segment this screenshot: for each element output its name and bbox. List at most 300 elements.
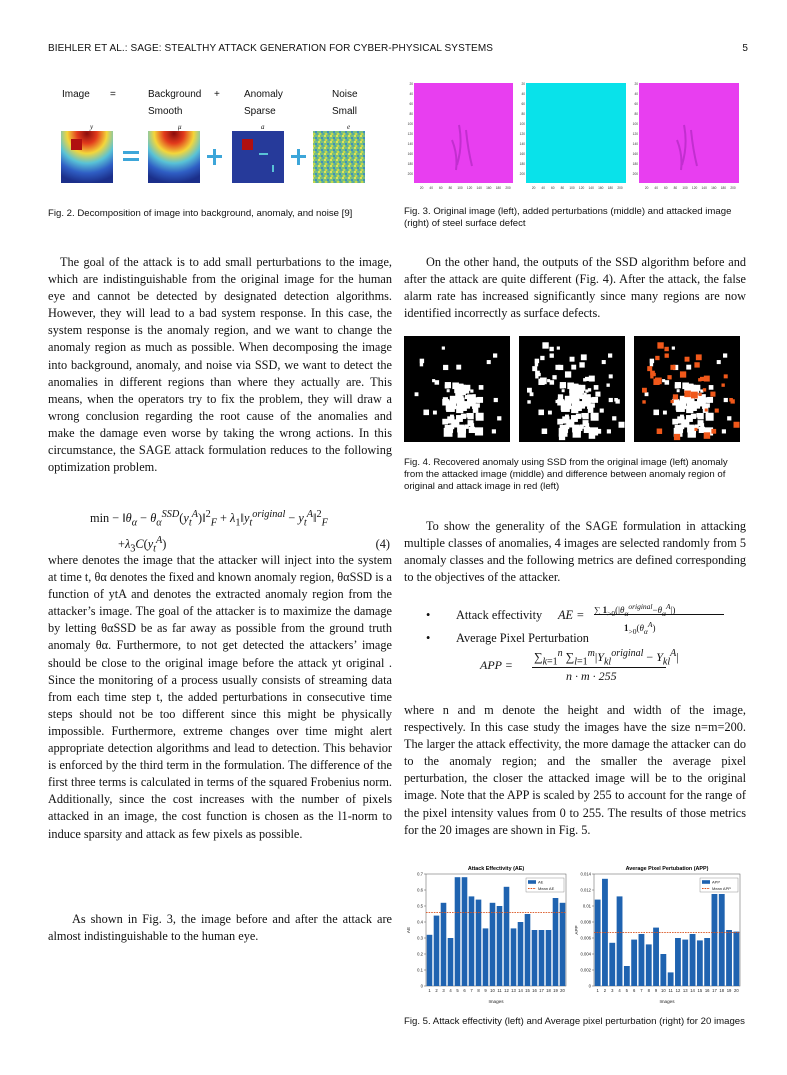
fig3-ytick: 80 xyxy=(634,112,638,116)
x-tick-label: 12 xyxy=(504,988,509,993)
fig3-ytick: 100 xyxy=(632,122,638,126)
bar xyxy=(462,877,468,986)
fig4-blob-attack xyxy=(715,409,719,413)
bar xyxy=(553,898,559,986)
fig4-blob xyxy=(650,363,653,366)
fig4-blob xyxy=(686,365,691,370)
fig4-blob-attack xyxy=(724,374,728,378)
y-tick-label: 0.008 xyxy=(580,919,591,925)
fig3-xtick: 80 xyxy=(673,186,678,190)
fig4-blob-attack xyxy=(581,354,587,360)
fig4-blob xyxy=(607,429,611,433)
bar xyxy=(675,938,681,986)
bullet-dot-1: • xyxy=(426,608,431,622)
fig3-ytick: 160 xyxy=(407,152,413,156)
fig4-blob xyxy=(583,420,589,426)
fig3-xtick: 180 xyxy=(495,186,502,190)
fig3-attacked-image xyxy=(639,83,739,183)
bar xyxy=(609,943,615,986)
fig4-blob xyxy=(572,425,579,432)
legend-swatch-bar xyxy=(702,880,710,884)
fig4-blob xyxy=(602,360,606,364)
fig3-ytick: 140 xyxy=(407,142,413,146)
fig4-blob xyxy=(645,392,649,396)
fig4-blob xyxy=(572,400,578,406)
fig3-ytick: 60 xyxy=(521,102,525,106)
fig3-ytick: 100 xyxy=(407,122,413,126)
left-paragraph-1: The goal of the attack is to add small perturbations to the image, which are indistinguishable from the original image for the human eye and cannot be detected by designated detection algorithms. However, they will lead to a bad system response. In this case, the system response is the anomaly region, and we want to change the anomaly region as much as possible. When decomposing the image into background, anomaly, and noise via SSD, we want to detect the anomalies in different regions than where they actually are. This means, when the operators try to fix the problem, they will draw a wrong conclusion regarding the root cause of the anomalies and make the damage even worse by taking the wrong actions. In this circumstance, the SAGE attack formulation reduces to the following optimization problem. xyxy=(48,255,392,475)
x-tick-label: 13 xyxy=(682,988,688,993)
right-paragraph-3: where n and m denote the height and width of the image, respectively. In this case study the images have the size n=m=200. The larger the attack effectivity, the more damage the attacker can do to the anomaly region; and the smaller the average pixel perturbation, the closer the attacked image will be to the original image. Note that the APP is scaled by 255 to account for the range of the pixel intensity values from 0 to 255. The results of those metrics for the 20 images are shown in Fig. 5. xyxy=(404,703,746,837)
fig4-blob-attack xyxy=(540,356,544,360)
fig3-xtick: 80 xyxy=(560,186,565,190)
x-tick-label: 18 xyxy=(546,988,551,993)
bar xyxy=(646,944,652,986)
x-tick-label: 3 xyxy=(442,988,445,993)
x-tick-label: 7 xyxy=(470,988,473,993)
x-tick-label: 13 xyxy=(511,988,516,993)
bar xyxy=(539,930,545,986)
x-tick-label: 6 xyxy=(463,988,466,993)
fig4-blob-attack xyxy=(655,378,662,385)
fig3-ytick: 160 xyxy=(632,152,638,156)
fig4-blob xyxy=(475,407,478,410)
x-tick-label: 14 xyxy=(518,988,523,993)
bar xyxy=(639,934,645,986)
fig3-xtick: 60 xyxy=(551,186,555,190)
fig4-blob xyxy=(535,363,538,366)
fig2-image-y xyxy=(61,131,113,183)
fig4-blob xyxy=(550,380,555,385)
fig4-blob-attack xyxy=(609,374,613,378)
fig4-blob xyxy=(475,427,483,435)
x-tick-label: 11 xyxy=(668,988,673,993)
fig4-blob-attack xyxy=(710,392,715,397)
fig4-blob xyxy=(724,398,728,402)
fig3-xtick: 140 xyxy=(476,186,482,190)
fig3-xtick: 40 xyxy=(429,186,433,190)
fig3-ytick: 40 xyxy=(409,92,413,96)
fig4-blob xyxy=(571,406,578,413)
fig4-blob xyxy=(456,406,463,413)
fig4-blob xyxy=(676,405,681,410)
fig3-xtick: 20 xyxy=(644,186,649,190)
fig4-blob xyxy=(435,380,440,385)
fig4-blob-attack xyxy=(685,357,690,362)
fig4-blob-attack xyxy=(527,400,530,403)
x-tick-label: 5 xyxy=(625,988,629,993)
left-paragraph-3: As shown in Fig. 3, the image before and after the attack are almost indistinguishable to the human eye. xyxy=(48,912,392,944)
fig3-xtick: 200 xyxy=(617,186,623,190)
fig4-blob-attack xyxy=(555,365,560,370)
ae-fraction-bar xyxy=(594,614,724,615)
fig4-blob-attack xyxy=(671,400,674,403)
fig4-blob xyxy=(460,397,463,400)
x-tick-label: 7 xyxy=(640,988,643,993)
app-symbol: APP = xyxy=(480,658,513,672)
bar xyxy=(455,877,461,986)
x-tick-label: 15 xyxy=(525,988,530,993)
eq4-number: (4) xyxy=(375,537,390,551)
fig2-sub-a: a xyxy=(261,123,265,131)
fig4-blob xyxy=(487,360,491,364)
fig4-blob-attack xyxy=(721,383,724,386)
fig4-blob xyxy=(571,365,576,370)
x-tick-label: 4 xyxy=(618,988,621,993)
x-tick-label: 14 xyxy=(690,988,695,993)
fig4-blob xyxy=(686,406,693,413)
fig2-label-image: Image xyxy=(62,89,90,100)
x-tick-label: 19 xyxy=(553,988,558,993)
fig2-sub-y: y xyxy=(90,123,94,131)
bar xyxy=(733,932,739,986)
x-tick-label: 6 xyxy=(632,988,636,993)
bullet1-label: Attack effectivity xyxy=(456,608,543,622)
bar xyxy=(726,930,732,986)
fig3-xtick: 20 xyxy=(531,186,536,190)
x-tick-label: 18 xyxy=(719,988,725,993)
fig3-xtick: 180 xyxy=(720,186,727,190)
legend-label-series: AE xyxy=(538,879,544,885)
x-tick-label: 20 xyxy=(734,988,739,993)
fig4-blob-attack xyxy=(569,391,576,398)
p2-where: where xyxy=(48,553,79,567)
fig4-blob xyxy=(442,346,445,349)
fig4-blob xyxy=(443,365,448,370)
bar xyxy=(448,938,454,986)
fig3-xtick: 120 xyxy=(691,186,698,190)
fig4-blob-attack xyxy=(556,400,559,403)
fig2-image-background xyxy=(148,131,200,183)
fig2-label-sparse: Sparse xyxy=(244,106,276,117)
fig4-blob-attack xyxy=(642,388,647,393)
fig4-blob xyxy=(450,424,455,429)
x-axis-label: Images xyxy=(488,999,504,1004)
fig4-blob-attack xyxy=(705,408,708,411)
fig3-original-image xyxy=(414,83,513,183)
fig3-xtick: 180 xyxy=(607,186,614,190)
fig4-blob-attack xyxy=(527,388,532,393)
fig4-blob xyxy=(455,390,462,397)
fig4-blob xyxy=(680,424,685,429)
bar xyxy=(441,903,447,986)
y-tick-label: 0.004 xyxy=(580,951,591,957)
y-tick-label: 0.002 xyxy=(580,967,591,973)
bar xyxy=(427,935,433,986)
bar xyxy=(469,896,475,986)
legend-swatch-bar xyxy=(528,880,536,884)
fig3-xtick: 140 xyxy=(588,186,594,190)
fig4-blob-attack xyxy=(532,366,537,371)
bar xyxy=(595,900,601,986)
fig2-label-eq: = xyxy=(110,89,116,100)
fig3-ytick: 80 xyxy=(521,112,525,116)
fig3-xtick: 40 xyxy=(541,186,545,190)
fig4-blob-attack xyxy=(673,394,678,399)
fig4-blob-attack xyxy=(585,377,589,381)
x-tick-label: 2 xyxy=(435,988,438,993)
right-paragraph-2: To show the generality of the SAGE formulation in attacking multiple classes of anomalies, 4 images are selected randomly from 5 anomaly classes and the following metrics are defined corresponding to the objectives of the attacker. xyxy=(404,519,746,585)
fig4-blob xyxy=(672,346,675,349)
fig4-blob-attack xyxy=(540,378,547,385)
fig3-ytick: 60 xyxy=(634,102,638,106)
fig3-xtick: 160 xyxy=(598,186,604,190)
y-axis-label: APP xyxy=(574,925,579,935)
fig4-blob xyxy=(446,405,451,410)
fig4-blob xyxy=(447,389,450,392)
fig4-blob xyxy=(442,419,448,425)
fig4-blob-attack xyxy=(700,377,704,381)
fig2-image-anomaly xyxy=(232,131,284,183)
fig4-blob xyxy=(582,398,591,407)
fig4-blob xyxy=(650,359,654,363)
fig2-label-background: Background xyxy=(148,89,202,100)
fig3-xtick: 140 xyxy=(701,186,707,190)
fig4-blob xyxy=(469,427,475,433)
fig2-label-small: Small xyxy=(332,106,358,117)
fig4-blob-attack xyxy=(595,392,600,397)
fig4-blob xyxy=(476,414,480,418)
fig3-ytick: 140 xyxy=(632,142,638,146)
bar xyxy=(497,906,503,986)
fig4-blob xyxy=(461,414,466,419)
fig3-xtick: 160 xyxy=(486,186,492,190)
fig3-caption: Fig. 3. Original image (left), added perturbations (middle) and attacked image (right) of steel surface defect xyxy=(404,206,732,229)
fig4-blob-attack xyxy=(670,365,675,370)
app-equation xyxy=(404,648,746,688)
fig4-blob-attack xyxy=(684,391,691,398)
y-tick-label: 0.014 xyxy=(580,871,591,877)
fig4-blob-attack xyxy=(694,428,697,431)
fig4-blob xyxy=(653,410,659,416)
fig4-blob-attack xyxy=(589,376,595,382)
p2-body: denotes the image that the attacker will inject into the system at time t, θα denotes the fixed and known anomaly region, θαSSD is a function of ytA and denotes the extracted anomaly region from the attacker’s image. The goal of the attacker is to maximize the damage by letting θαSSD be as far away as possible from the ground truth anomaly θα. Furthermore, to not get detected the attackers’ image should be close to the original image before the attack yt original . Since the monitoring of a process usually consists of streaming data from each time step t, the added perturbations in consecutive time steps should not be too different since this might be physically impossible. Furthermore, extreme changes over time might alert appropriate detection algorithms and lead to detection. This behavior is enforced by the third term in the formulation. The difference of the first three terms is calculated in terms of the squared Frobenius norm. Additionally, since the cost increases with the number of pixels attacked in an image, the cost function is chosen as the l1-norm to induce sparsity and attack as few pixels as possible. xyxy=(48,553,393,841)
fig4-blob xyxy=(687,425,694,432)
fig4-blob xyxy=(592,397,598,403)
x-tick-label: 16 xyxy=(532,988,537,993)
figure-3 xyxy=(404,80,746,192)
fig4-blob xyxy=(672,419,678,425)
bar xyxy=(719,894,725,986)
fig4-blob xyxy=(698,420,704,426)
fig3-xtick: 200 xyxy=(505,186,511,190)
ae-symbol: AE = xyxy=(558,608,585,622)
bar xyxy=(631,940,637,986)
fig3-ytick: 120 xyxy=(407,132,413,136)
y-tick-label: 0.3 xyxy=(417,935,423,941)
fig4-blob-attack xyxy=(565,371,571,377)
fig3-ytick: 180 xyxy=(632,162,638,166)
fig4-blob-attack xyxy=(542,429,547,434)
fig4-blob-attack xyxy=(614,398,618,402)
fig3-ytick: 180 xyxy=(519,162,525,166)
fig4-blob xyxy=(467,398,476,407)
ae-numerator: ∑ $1_{>0}(|\theta_\alpha^{original}-\theta_\alpha^A|)$ xyxy=(594,602,676,618)
fig4-blob-attack xyxy=(550,353,554,357)
fig3-xtick: 100 xyxy=(682,186,688,190)
fig4-blob xyxy=(444,399,450,405)
fig4-blob xyxy=(696,413,701,418)
fig4-blob-attack xyxy=(680,371,686,377)
fig4-blob xyxy=(717,360,721,364)
fig4-blob xyxy=(479,385,484,390)
fig3-xtick: 120 xyxy=(466,186,473,190)
fig4-blob-attack xyxy=(558,394,563,399)
fig4-blob xyxy=(423,410,429,416)
fig4-blob-attack xyxy=(691,392,698,399)
fig2-equals-sign xyxy=(123,151,139,161)
fig3-xtick: 160 xyxy=(711,186,717,190)
fig4-blob xyxy=(562,389,565,392)
fig2-sub-e: e xyxy=(347,123,351,131)
bar xyxy=(532,930,538,986)
fig4-blob-attack xyxy=(729,398,733,402)
fig2-sub-mu: μ xyxy=(178,123,182,131)
fig4-blob xyxy=(662,379,665,382)
fig3-ytick: 80 xyxy=(409,112,413,116)
fig3-xtick: 20 xyxy=(419,186,424,190)
fig4-blob-attack xyxy=(619,422,625,428)
fig4-blob xyxy=(493,353,497,357)
equation-4 xyxy=(48,507,392,555)
fig4-blob xyxy=(608,353,612,357)
fig4-blob xyxy=(699,427,705,433)
fig4-blob xyxy=(433,411,437,415)
fig4-blob xyxy=(472,394,475,397)
fig4-blob-attack xyxy=(537,373,540,376)
bar xyxy=(653,928,659,986)
fig4-blob xyxy=(687,400,693,406)
y-tick-label: 0.2 xyxy=(417,951,423,957)
fig3-ytick: 100 xyxy=(519,122,525,126)
x-tick-label: 5 xyxy=(456,988,459,993)
fig4-blob-attack xyxy=(642,400,645,403)
fig4-blob xyxy=(538,410,544,416)
fig3-ytick: 200 xyxy=(407,172,413,176)
fig4-blob xyxy=(722,429,726,433)
fig4-blob xyxy=(587,394,590,397)
fig3-ytick: 20 xyxy=(634,82,638,86)
fig2-image-noise xyxy=(313,131,365,183)
fig4-blob-attack xyxy=(606,383,609,386)
ae-denominator: $1_{>0}(\theta_\alpha^A)$ xyxy=(624,620,656,636)
fig4-blob xyxy=(594,385,599,390)
y-tick-label: 0.6 xyxy=(417,887,423,893)
fig3-ytick: 200 xyxy=(632,172,638,176)
bar xyxy=(434,916,440,986)
y-tick-label: 0.01 xyxy=(582,903,591,909)
fig4-blob-attack xyxy=(589,432,595,438)
chart-title: Average Pixel Pertubation (APP) xyxy=(625,866,709,872)
fig3-ytick: 40 xyxy=(634,92,638,96)
fig4-blob xyxy=(702,394,705,397)
bar xyxy=(624,966,630,986)
figure-2 xyxy=(48,85,393,185)
x-tick-label: 8 xyxy=(647,988,650,993)
fig4-blob xyxy=(674,399,680,405)
fig3-xtick: 60 xyxy=(439,186,443,190)
x-tick-label: 10 xyxy=(661,988,666,993)
fig3-xtick: 120 xyxy=(578,186,585,190)
fig2-caption: Fig. 2. Decomposition of image into background, anomaly, and noise [9] xyxy=(48,208,353,219)
fig4-blob xyxy=(609,398,613,402)
fig4-blob-attack xyxy=(674,434,680,440)
fig3-ytick: 40 xyxy=(521,92,525,96)
fig4-blob-attack xyxy=(596,429,601,434)
bar xyxy=(525,914,531,986)
fig3-ytick: 200 xyxy=(519,172,525,176)
fig4-blob xyxy=(697,398,706,407)
fig2-label-anomaly: Anomaly xyxy=(244,89,283,100)
legend-label-mean: Mean APP xyxy=(712,886,731,891)
y-tick-label: 0.012 xyxy=(580,887,591,893)
x-tick-label: 8 xyxy=(477,988,480,993)
fig2-plus-1 xyxy=(207,149,222,165)
y-tick-label: 0.5 xyxy=(417,903,423,909)
fig4-blob xyxy=(557,419,563,425)
x-tick-label: 9 xyxy=(484,988,487,993)
fig4-blob xyxy=(548,411,552,415)
fig3-ytick: 20 xyxy=(521,82,525,86)
fig4-blob xyxy=(466,413,471,418)
fig4-blob-attack xyxy=(576,392,583,399)
fig4-blob-attack xyxy=(655,356,659,360)
fig3-ytick: 120 xyxy=(519,132,525,136)
bar xyxy=(617,896,623,986)
fig4-blob xyxy=(557,346,560,349)
fig4-blob-attack xyxy=(734,422,740,428)
fig4-blob xyxy=(477,397,483,403)
fig4-blob xyxy=(447,416,454,423)
fig4-blob xyxy=(576,414,581,419)
fig4-blob xyxy=(415,392,419,396)
fig3-ytick: 180 xyxy=(407,162,413,166)
app-fraction-bar xyxy=(532,667,666,668)
bar xyxy=(682,940,688,986)
fig4-blob xyxy=(706,414,710,418)
x-axis-label: Images xyxy=(659,999,675,1004)
fig4-blob xyxy=(560,384,564,388)
fig4-blob-attack xyxy=(667,375,671,379)
fig3-xtick: 100 xyxy=(569,186,575,190)
fig4-blob-attack xyxy=(694,362,699,367)
x-tick-label: 3 xyxy=(611,988,614,993)
fig4-blob xyxy=(530,392,534,396)
bar xyxy=(712,894,718,986)
fig4-blob xyxy=(420,363,423,366)
running-header xyxy=(48,43,748,54)
fig4-blob xyxy=(677,389,680,392)
fig4-blob-attack xyxy=(652,373,655,376)
fig4-blob xyxy=(559,399,565,405)
x-tick-label: 19 xyxy=(726,988,732,993)
x-tick-label: 9 xyxy=(654,988,658,993)
y-tick-label: 0.4 xyxy=(417,919,423,925)
bar xyxy=(660,954,666,986)
legend-label-series: APP xyxy=(712,879,721,885)
bar xyxy=(560,903,566,986)
fig3-xtick: 40 xyxy=(654,186,658,190)
fig4-blob xyxy=(468,420,474,426)
fig3-xtick: 200 xyxy=(730,186,736,190)
fig4-blob-attack xyxy=(696,354,702,360)
app-denominator: n · m · 255 xyxy=(566,669,617,683)
x-tick-label: 4 xyxy=(449,988,452,993)
y-tick-label: 0.006 xyxy=(580,935,591,941)
fig3-ytick: 120 xyxy=(632,132,638,136)
fig4-blob-attack xyxy=(590,408,593,411)
fig4-blob xyxy=(497,416,501,420)
